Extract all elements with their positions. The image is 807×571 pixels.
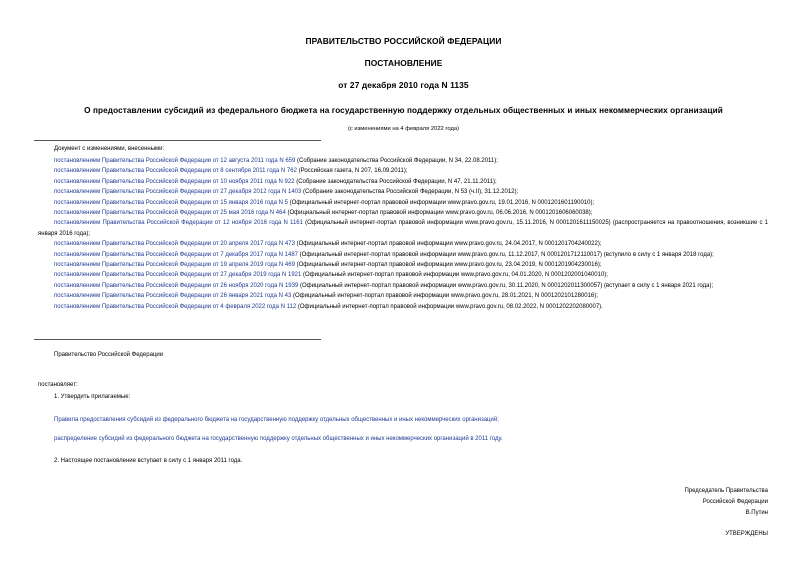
amendments-list (38, 156, 768, 312)
approved-label: УТВЕРЖДЕНЫ (725, 531, 768, 537)
amendment-source: (Российская газета, N 207, 16.09.2011); (296, 168, 408, 175)
item-1: 1. Утвердить прилагаемые: (54, 394, 131, 400)
amendment-source: (Официальный интернет-портал правовой информации www.pravo.gov.ru, 30.11.2020, N 0001202011300057) (вступает в силу с 1 января 2021 года); (298, 282, 714, 289)
amendment-item (38, 218, 768, 239)
decrees-label: постановляет: (38, 382, 78, 388)
amendment-item (38, 291, 768, 301)
amendment-link[interactable]: постановлением Правительства Российской Федерации от 26 ноября 2020 года N 1939 (54, 282, 299, 289)
doc-subject: О предоставлении субсидий из федерального бюджета на государственную поддержку отдельных общественных и иных некоммерческих организаций (84, 106, 723, 115)
amendment-item (38, 250, 768, 260)
amendment-link[interactable]: постановлением Правительства Российской Федерации от 4 февраля 2022 года N 112 (54, 303, 297, 310)
amendment-source: (Официальный интернет-портал правовой информации www.pravo.gov.ru, 08.02.2022, N 0001202202080007). (296, 303, 603, 310)
amendment-link[interactable]: постановлением Правительства Российской Федерации от 27 декабря 2012 года N 1403 (54, 189, 302, 196)
doc-date-number: от 27 декабря 2010 года N 1135 (338, 80, 469, 90)
amendment-source: (Официальный интернет-портал правовой информации www.pravo.gov.ru, 19.01.2016, N 0001201601190010); (287, 199, 595, 206)
divider-top (34, 140, 321, 141)
amendment-item (38, 281, 768, 291)
doc-type: ПОСТАНОВЛЕНИЕ (364, 58, 443, 68)
rules-link[interactable]: Правила предоставления субсидий из федерального бюджета на государственную поддержку отдельных общественных и иных некоммерческих организаций; (54, 417, 499, 423)
amendment-source: (Официальный интернет-портал правовой информации www.pravo.gov.ru, 04.01.2020, N 0001202001040010); (301, 272, 608, 279)
amendment-link[interactable]: постановлением Правительства Российской Федерации от 8 сентября 2011 года N 762 (54, 168, 297, 175)
amendment-source: (Собрание законодательства Российской Федерации, N 47, 21.11.2011); (294, 178, 497, 185)
amendment-item (38, 156, 768, 166)
item-2: 2. Настоящее постановление вступает в силу с 1 января 2011 года. (54, 458, 243, 464)
amendment-item (38, 302, 768, 312)
signature-country: Российской Федерации (702, 499, 768, 505)
amendments-intro: Документ с изменениями, внесенными: (54, 146, 165, 152)
amendment-link[interactable]: постановлением Правительства Российской Федерации от 15 января 2016 года N 5 (54, 199, 288, 206)
amendment-link[interactable]: постановлением Правительства Российской Федерации от 12 ноября 2016 года N 1161 (54, 220, 303, 227)
amendment-link[interactable]: постановлением Правительства Российской Федерации от 10 ноября 2011 года N 922 (54, 178, 295, 185)
amendment-link[interactable]: постановлением Правительства Российской Федерации от 27 декабря 2019 года N 1921 (54, 272, 302, 279)
distribution-link[interactable]: распределение субсидий из федерального бюджета на государственную поддержку отдельных общественных и иных некоммерческих организаций в 2011 году. (54, 436, 503, 442)
amendment-source: (Официальный интернет-портал правовой информации www.pravo.gov.ru, 23.04.2019, N 0001201904230016); (294, 262, 602, 269)
amendment-source: (Официальный интернет-портал правовой информации www.pravo.gov.ru, 28.01.2021, N 0001202101280016); (291, 293, 598, 300)
edition-note: (с изменениями на 4 февраля 2022 года) (347, 126, 460, 132)
signature-title: Председатель Правительства (684, 488, 768, 494)
amendment-source: (Собрание законодательства Российской Федерации, N 53 (ч.II), 31.12.2012); (301, 189, 519, 196)
amendment-link[interactable]: постановлением Правительства Российской Федерации от 19 апреля 2019 года N 469 (54, 262, 295, 269)
org-title: ПРАВИТЕЛЬСТВО РОССИЙСКОЙ ФЕДЕРАЦИИ (305, 36, 502, 46)
amendment-item (38, 177, 768, 187)
government-name: Правительство Российской Федерации (54, 352, 164, 358)
amendment-source: (Официальный интернет-портал правовой информации www.pravo.gov.ru, 06.06.2016, N 0001201606060038); (285, 210, 593, 217)
amendment-item (38, 260, 768, 270)
amendment-source: (Официальный интернет-портал правовой информации www.pravo.gov.ru, 24.04.2017, N 0001201704240022); (294, 241, 602, 248)
amendment-link[interactable]: постановлением Правительства Российской Федерации от 7 декабря 2017 года N 1487 (54, 251, 298, 258)
divider-bottom (34, 339, 321, 340)
amendment-source: (Официальный интернет-портал правовой информации www.pravo.gov.ru, 11.12.2017, N 0001201712110017) (вступило в силу с 1 января 2018 года); (298, 251, 714, 258)
amendment-link[interactable]: постановлением Правительства Российской Федерации от 20 апреля 2017 года N 473 (54, 241, 295, 248)
amendment-item (38, 198, 768, 208)
amendment-item (38, 270, 768, 280)
amendment-source: (Собрание законодательства Российской Федерации, N 34, 22.08.2011); (295, 158, 498, 164)
amendment-link[interactable]: постановлением Правительства Российской Федерации от 12 августа 2011 года N 659 (54, 158, 296, 164)
amendment-item (38, 208, 768, 218)
amendment-item (38, 239, 768, 249)
amendment-item (38, 166, 768, 176)
amendment-link[interactable]: постановлением Правительства Российской Федерации от 25 мая 2016 года N 464 (54, 210, 286, 217)
amendment-source: (Официальный интернет-портал правовой информации www.pravo.gov.ru, 15.11.2016, N 0001201611150025) (распространяется на правоотношения, возникшие с 1 января 2016 года); (38, 220, 768, 237)
signature-name: В.Путин (745, 510, 768, 516)
amendment-link[interactable]: постановлением Правительства Российской Федерации от 26 января 2021 года N 43 (54, 293, 292, 300)
amendment-item (38, 187, 768, 197)
